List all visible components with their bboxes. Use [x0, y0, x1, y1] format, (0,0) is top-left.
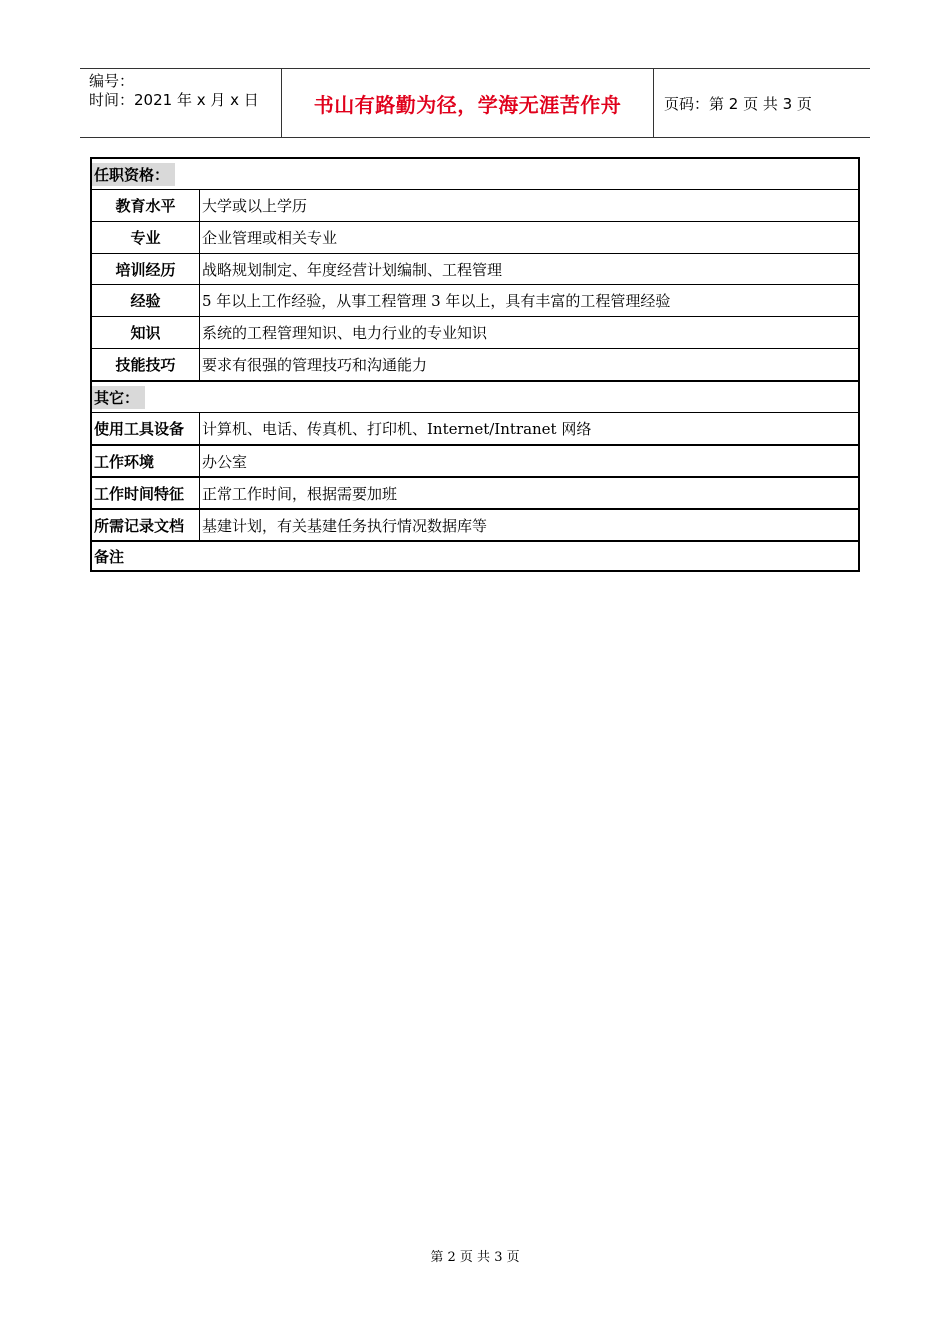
header-page-cell [654, 69, 870, 137]
page-footer: 第 2 页 共 3 页 [430, 1250, 520, 1265]
row-value-environment: 办公室 [202, 452, 248, 471]
row-value-training: 战略规划制定、年度经营计划编制、工程管理 [202, 260, 503, 279]
row-label-skills: 技能技巧 [92, 349, 200, 380]
table-row [92, 190, 858, 222]
row-label-environment: 工作环境 [92, 446, 200, 476]
row-value-major: 企业管理或相关专业 [202, 229, 338, 247]
row-label-experience: 经验 [92, 285, 200, 316]
row-label-major: 专业 [92, 222, 200, 253]
row-label-work-hours: 工作时间特征 [92, 478, 200, 508]
header-meta [80, 69, 282, 137]
document-number: 编号： [89, 72, 135, 90]
row-value-knowledge: 系统的工程管理知识、电力行业的专业知识 [202, 324, 488, 342]
row-value-documents: 基建计划，有关基建任务执行情况数据库等 [202, 516, 488, 535]
header-page-number: 页码：第 2 页 共 3 页 [664, 94, 812, 113]
document-date: 时间：2021 年 x 月 x 日 [89, 91, 259, 109]
table-row [92, 446, 858, 478]
page-header [80, 68, 870, 138]
section-row-qualifications [92, 159, 858, 190]
section-title-qualifications: 任职资格： [92, 159, 175, 189]
section-row-remarks [92, 542, 858, 570]
table-row [92, 413, 858, 446]
section-row-other [92, 382, 858, 413]
table-row [92, 254, 858, 285]
row-value-experience: 5 年以上工作经验，从事工程管理 3 年以上，具有丰富的工程管理经验 [202, 292, 671, 310]
row-value-tools: 计算机、电话、传真机、打印机、Internet/Intranet 网络 [202, 420, 592, 438]
motto-text: 书山有路勤为径，学海无涯苦作舟 [313, 92, 622, 117]
row-label-education: 教育水平 [92, 190, 200, 221]
row-value-skills: 要求有很强的管理技巧和沟通能力 [202, 356, 428, 374]
table-row [92, 510, 858, 542]
row-value-work-hours: 正常工作时间，根据需要加班 [202, 484, 398, 503]
section-title-remarks: 备注 [94, 547, 125, 566]
row-label-training: 培训经历 [92, 254, 200, 284]
table-row [92, 317, 858, 349]
table-row [92, 285, 858, 317]
table-row [92, 222, 858, 254]
job-spec-table [90, 157, 860, 572]
row-label-documents: 所需记录文档 [92, 510, 200, 540]
table-row [92, 478, 858, 510]
section-title-other: 其它： [92, 382, 145, 412]
row-label-knowledge: 知识 [92, 317, 200, 348]
row-value-education: 大学或以上学历 [202, 197, 308, 215]
header-motto-cell [282, 69, 654, 137]
table-row [92, 349, 858, 382]
row-label-tools: 使用工具设备 [92, 413, 200, 444]
